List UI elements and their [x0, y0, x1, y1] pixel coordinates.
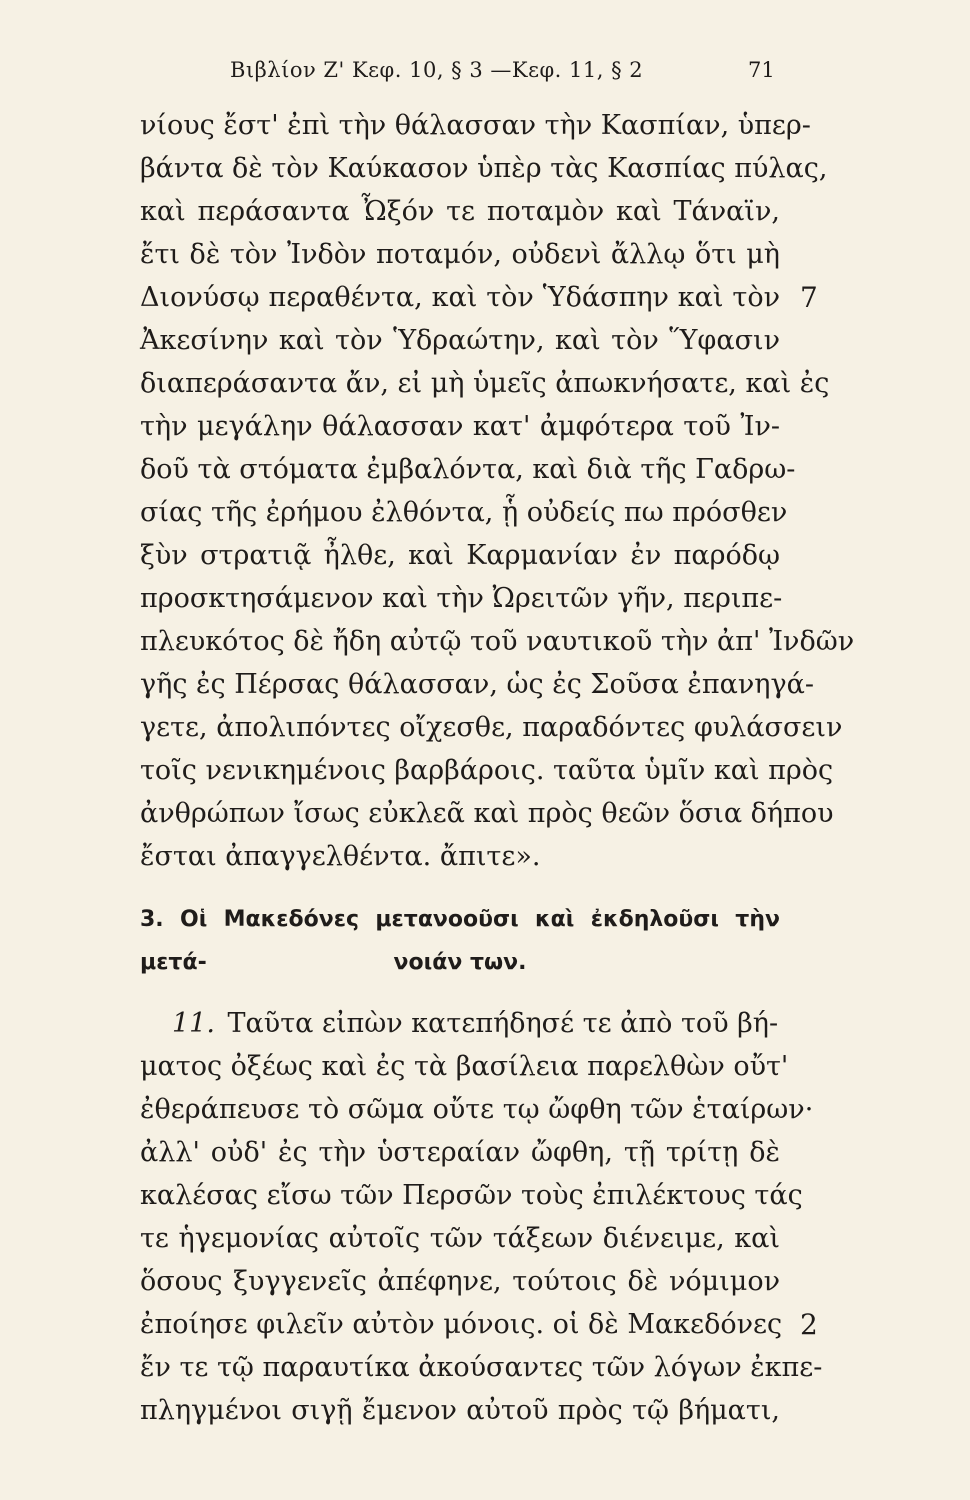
text-line: καὶ περάσαντα Ὦξόν τε ποταμὸν καὶ Τάναϊν, — [140, 196, 780, 227]
text-line: σίας τῆς ἐρήμου ἐλθόντα, ᾗ οὐδείς πω πρόσθεν — [140, 497, 788, 528]
text-line-with-margin-number — [140, 1303, 818, 1346]
text-line: ματος ὀξέως καὶ ἐς τὰ βασίλεια παρελθὼν οὔτ' — [140, 1051, 789, 1082]
running-head-title: Βιβλίον Ζ' Κεφ. 10, § 3 —Κεφ. 11, § 2 — [230, 58, 644, 82]
text-line: ὅσους ξυγγενεῖς ἀπέφηνε, τούτοις δὲ νόμιμον — [140, 1266, 780, 1297]
text-line: ἐποίησε φιλεῖν αὐτὸν μόνοις. οἱ δὲ Μακεδόνες — [140, 1309, 783, 1340]
text-line: πληγμένοι σιγῇ ἔμενον αὐτοῦ πρὸς τῷ βήματι, — [140, 1395, 780, 1426]
text-line: νίους ἔστ' ἐπὶ τὴν θάλασσαν τὴν Κασπίαν, ὑπερ- — [140, 110, 811, 141]
text-line: γετε, ἀπολιπόντες οἴχεσθε, παραδόντες φυλάσσειν — [140, 712, 843, 743]
text-line: τε ἡγεμονίας αὐτοῖς τῶν τάξεων διένειμε, καὶ — [140, 1223, 780, 1254]
text-line: ξὺν στρατιᾷ ἦλθε, καὶ Καρμανίαν ἐν παρόδῳ — [140, 540, 780, 571]
text-line: τοῖς νενικημένοις βαρβάροις. ταῦτα ὑμῖν καὶ πρὸς — [140, 755, 834, 786]
paragraph-first-line — [140, 1002, 780, 1045]
text-line: καλέσας εἴσω τῶν Περσῶν τοὺς ἐπιλέκτους τάς — [140, 1180, 803, 1211]
section-number: 11. — [172, 1008, 215, 1039]
text-line: διαπεράσαντα ἄν, εἰ μὴ ὑμεῖς ἀπωκνήσατε, καὶ ἐς — [140, 368, 830, 399]
text-line: πλευκότος δὲ ἤδη αὐτῷ τοῦ ναυτικοῦ τὴν ἀπ' Ἰνδῶν — [140, 626, 855, 657]
margin-section-number: 7 — [800, 281, 818, 314]
text-line: δοῦ τὰ στόματα ἐμβαλόντα, καὶ διὰ τῆς Γαδρω- — [140, 454, 796, 485]
text-line: Διονύσῳ περαθέντα, καὶ τὸν Ὑδάσπην καὶ τὸν — [140, 282, 780, 313]
text-line: Ἀκεσίνην καὶ τὸν Ὑδραώτην, καὶ τὸν Ὕφασιν — [140, 325, 780, 356]
text-line: βάντα δὲ τὸν Καύκασον ὑπὲρ τὰς Κασπίας πύλας, — [140, 153, 828, 184]
text-line: ἔτι δὲ τὸν Ἰνδὸν ποταμόν, οὐδενὶ ἄλλῳ ὅτι μὴ — [140, 239, 780, 270]
text-line: προσκτησάμενον καὶ τὴν Ὠρειτῶν γῆν, περιπε- — [140, 583, 783, 614]
page-number: 71 — [748, 58, 775, 82]
text-line-with-margin-number — [140, 276, 818, 319]
text-line: ἔν τε τῷ παραυτίκα ἀκούσαντες τῶν λόγων ἐκπε- — [140, 1352, 823, 1383]
text-line: ἔσται ἀπαγγελθέντα. ἄπιτε». — [140, 841, 541, 872]
margin-section-number: 2 — [800, 1308, 818, 1341]
text-line: τὴν μεγάλην θάλασσαν κατ' ἀμφότερα τοῦ Ἰν- — [140, 411, 780, 442]
section-heading-line-2: νοιάν των. — [393, 950, 527, 975]
body-text — [140, 104, 855, 1432]
text-line: Ταῦτα εἰπὼν κατεπήδησέ τε ἀπὸ τοῦ βή- — [227, 1008, 779, 1039]
section-heading-line-1: 3. Οἱ Μακεδόνες μετανοοῦσι καὶ ἐκδηλοῦσι τὴν μετά- — [140, 907, 780, 975]
running-head — [0, 58, 970, 94]
text-line: ἀλλ' οὐδ' ἐς τὴν ὑστεραίαν ὤφθη, τῇ τρίτῃ δὲ — [140, 1137, 780, 1168]
text-line: ἐθεράπευσε τὸ σῶμα οὔτε τῳ ὤφθη τῶν ἑταίρων· — [140, 1094, 814, 1125]
text-line: ἀνθρώπων ἴσως εὐκλεᾶ καὶ πρὸς θεῶν ὅσια δήπου — [140, 798, 834, 829]
text-line: γῆς ἐς Πέρσας θάλασσαν, ὡς ἐς Σοῦσα ἐπανηγά- — [140, 669, 814, 700]
